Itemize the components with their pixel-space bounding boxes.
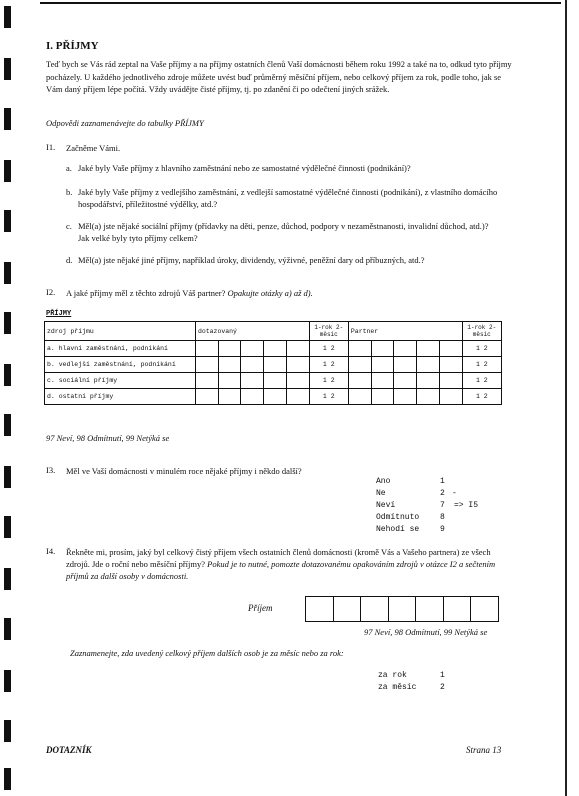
subquestion-letter: b. <box>66 187 73 197</box>
page-right-edge <box>565 0 567 796</box>
option-code: 1 <box>440 671 445 680</box>
binding-mark <box>4 568 11 590</box>
digit-cell[interactable] <box>417 341 440 357</box>
digit-cell[interactable] <box>439 357 462 373</box>
option-label: za rok <box>378 671 407 680</box>
digit-cell[interactable] <box>264 341 287 357</box>
question-text: A jaké příjmy měl z těchto zdrojů Váš partner? Opakujte otázky a) až d). <box>66 288 313 298</box>
digit-box[interactable] <box>416 597 444 621</box>
digit-cell[interactable] <box>439 341 462 357</box>
answer-option[interactable] <box>378 682 478 694</box>
section-title: I. PŘÍJMY <box>46 40 99 52</box>
digit-cell[interactable] <box>348 357 371 373</box>
answer-options <box>376 476 516 536</box>
row-label: a. hlavní zaměstnání, podnikání <box>45 341 196 357</box>
subquestion-text: Jaké byly Vaše příjmy z vedlejšího zaměstnání, z vedlejší samostatné výdělečné činnosti (podnikání), z vlastního domácího hospodářství, příležitostné výdělky, atd.? <box>78 187 498 209</box>
row-label: d. ostatní příjmy <box>45 389 196 405</box>
period-code[interactable]: 1 2 <box>309 389 348 405</box>
digit-cell[interactable] <box>218 389 241 405</box>
row-label: b. vedlejší zaměstnání, podnikání <box>45 357 196 373</box>
digit-box[interactable] <box>361 597 389 621</box>
answer-option[interactable] <box>376 488 516 500</box>
binding-marks <box>0 0 14 796</box>
binding-mark <box>4 670 11 692</box>
digit-cell[interactable] <box>348 373 371 389</box>
digit-box[interactable] <box>471 597 498 621</box>
table-row <box>45 373 502 389</box>
binding-mark <box>4 312 11 334</box>
period-code[interactable]: 1 2 <box>462 373 501 389</box>
binding-mark <box>4 262 11 284</box>
option-label: Neví <box>376 501 396 510</box>
binding-mark <box>4 6 11 28</box>
income-table <box>44 321 502 405</box>
table-row <box>45 357 502 373</box>
answer-option[interactable] <box>378 670 478 682</box>
option-label: Ano <box>376 477 391 486</box>
question-number: I1. <box>46 142 56 152</box>
binding-mark <box>4 466 11 488</box>
answer-option[interactable] <box>376 524 516 536</box>
period-code[interactable]: 1 2 <box>309 341 348 357</box>
subquestion-letter: a. <box>66 163 72 173</box>
page-top-edge <box>40 2 561 4</box>
option-note: - <box>452 489 457 498</box>
digit-cell[interactable] <box>241 357 264 373</box>
digit-cell[interactable] <box>195 373 218 389</box>
option-code: 9 <box>440 525 445 534</box>
table-caption: PŘÍJMY <box>46 310 72 318</box>
period-options <box>378 670 478 694</box>
subquestion-text: Měl(a) jste nějaké jiné příjmy, například úroky, dividendy, výživné, peněžní dary od příbuzných, atd.? <box>78 255 425 265</box>
subquestion-letter: c. <box>66 221 72 231</box>
option-label: za měsíc <box>378 683 417 692</box>
period-note: Zaznamenejte, zda uvedený celkový příjem dalších osob je za měsíc nebo za rok: <box>70 648 344 658</box>
table-row <box>45 341 502 357</box>
option-code: 1 <box>440 477 445 486</box>
instruction-text: Odpovědi zaznamenávejte do tabulky PŘÍJMY <box>46 118 204 128</box>
header-source: zdroj příjmu <box>45 322 196 341</box>
digit-cell[interactable] <box>286 389 309 405</box>
period-code[interactable]: 1 2 <box>462 357 501 373</box>
period-code[interactable]: 1 2 <box>309 357 348 373</box>
binding-mark <box>4 364 11 386</box>
header-period: 1-rok 2-měsíc <box>462 322 501 341</box>
header-respondent: dotazovaný <box>195 322 309 341</box>
digit-cell[interactable] <box>286 357 309 373</box>
page-number: Strana 13 <box>466 745 502 755</box>
answer-option[interactable] <box>376 500 516 512</box>
digit-cell[interactable] <box>218 341 241 357</box>
header-period: 1-rok 2-měsíc <box>309 322 348 341</box>
digit-cell[interactable] <box>417 357 440 373</box>
digit-cell[interactable] <box>417 373 440 389</box>
digit-cell[interactable] <box>195 357 218 373</box>
question-instruction: Opakujte otázky a) až d). <box>227 288 313 298</box>
digit-cell[interactable] <box>394 389 417 405</box>
digit-cell[interactable] <box>264 357 287 373</box>
table-row <box>45 389 502 405</box>
binding-mark <box>4 414 11 436</box>
intro-paragraph: Teď bych se Vás rád zeptal na Vaše příjmy a na příjmy ostatních členů Vaší domácnosti během roku 1992 a také na to, odkud tyto příjmy pocházely. U každého jednotlivého zdroje můžete uvést buď průměrný měsíční příjem, nebo celkový příjem za rok, podle toho, jak se Vám daný příjem lépe počítá. Vždy uvádějte čisté příjmy, tj. po zdanění či po odečtení jiných srážek. <box>46 59 512 94</box>
question-text: Řekněte mi, prosím, jaký byl celkový čistý příjem všech ostatních členů domácnosti (kromě Vás a Vašeho partnera) ze všech zdrojů. Jde o roční nebo měsíční příjmy? Pokud je to nutné, pomozte dotazovanému opakováním zdrojů v otázce I2 a sečtením příjmů za další osoby v domácnosti. <box>66 547 496 581</box>
binding-mark <box>4 618 11 640</box>
question-number: I4. <box>46 546 56 556</box>
digit-cell[interactable] <box>371 357 394 373</box>
period-code[interactable]: 1 2 <box>462 389 501 405</box>
row-label: c. sociální příjmy <box>45 373 196 389</box>
income-digit-boxes[interactable] <box>305 596 499 622</box>
digit-cell[interactable] <box>348 389 371 405</box>
binding-mark <box>4 210 11 232</box>
digit-cell[interactable] <box>264 389 287 405</box>
digit-cell[interactable] <box>417 389 440 405</box>
binding-mark <box>4 160 11 182</box>
digit-cell[interactable] <box>348 341 371 357</box>
answer-option[interactable] <box>376 476 516 488</box>
digit-cell[interactable] <box>218 357 241 373</box>
subquestion-text: Jaké byly Vaše příjmy z hlavního zaměstnání nebo ze samostatné výdělečné činnosti (podnikání)? <box>78 163 411 173</box>
subquestion-text: Měl(a) jste nějaké sociální příjmy (přídavky na děti, penze, důchod, podpory v nezaměstnanosti, invalidní důchod, atd.)? Jak velké byly tyto příjmy celkem? <box>78 221 489 243</box>
income-label: Příjem <box>248 603 273 613</box>
binding-mark <box>4 58 11 80</box>
digit-box[interactable] <box>389 597 417 621</box>
digit-cell[interactable] <box>371 373 394 389</box>
digit-cell[interactable] <box>394 341 417 357</box>
digit-box[interactable] <box>334 597 362 621</box>
digit-box[interactable] <box>306 597 334 621</box>
option-label: Ne <box>376 489 386 498</box>
binding-mark <box>4 516 11 538</box>
digit-cell[interactable] <box>195 341 218 357</box>
option-label: Nehodí se <box>376 525 420 534</box>
digit-cell[interactable] <box>439 373 462 389</box>
income-footnote: 97 Neví, 98 Odmítnutí, 99 Netýká se <box>364 627 488 637</box>
footer-left: DOTAZNÍK <box>46 745 92 755</box>
digit-cell[interactable] <box>264 373 287 389</box>
option-code: 2 <box>440 489 445 498</box>
digit-cell[interactable] <box>394 357 417 373</box>
question-instruction: Pokud je to nutné, pomozte dotazovanému opakováním zdrojů v otázce I2 a sečtením příjmů za další osoby v domácnosti. <box>66 559 496 581</box>
digit-cell[interactable] <box>286 341 309 357</box>
option-code: 2 <box>440 683 445 692</box>
table-header-row <box>45 322 502 341</box>
question-text: Začněme Vámi. <box>66 143 121 153</box>
digit-cell[interactable] <box>241 389 264 405</box>
binding-mark <box>4 720 11 742</box>
header-partner: Partner <box>348 322 462 341</box>
option-code: 8 <box>440 513 445 522</box>
period-code[interactable]: 1 2 <box>309 373 348 389</box>
option-label: Odmítnuto <box>376 513 420 522</box>
option-code: 7 <box>440 501 445 510</box>
option-note: => I5 <box>454 501 479 510</box>
digit-cell[interactable] <box>371 389 394 405</box>
digit-cell[interactable] <box>286 373 309 389</box>
digit-box[interactable] <box>444 597 472 621</box>
question-number: I3. <box>46 465 56 475</box>
answer-option[interactable] <box>376 512 516 524</box>
question-number: I2. <box>46 287 56 297</box>
digit-cell[interactable] <box>394 373 417 389</box>
digit-cell[interactable] <box>439 389 462 405</box>
binding-mark <box>4 768 11 790</box>
digit-cell[interactable] <box>241 341 264 357</box>
table-footnote: 97 Neví, 98 Odmítnutí, 99 Netýká se <box>46 433 170 443</box>
question-text: Měl ve Vaší domácnosti v minulém roce nějaké příjmy i někdo další? <box>66 466 302 476</box>
binding-mark <box>4 108 11 130</box>
period-code[interactable]: 1 2 <box>462 341 501 357</box>
digit-cell[interactable] <box>218 373 241 389</box>
digit-cell[interactable] <box>195 389 218 405</box>
digit-cell[interactable] <box>241 373 264 389</box>
subquestion-letter: d. <box>66 255 73 265</box>
digit-cell[interactable] <box>371 341 394 357</box>
